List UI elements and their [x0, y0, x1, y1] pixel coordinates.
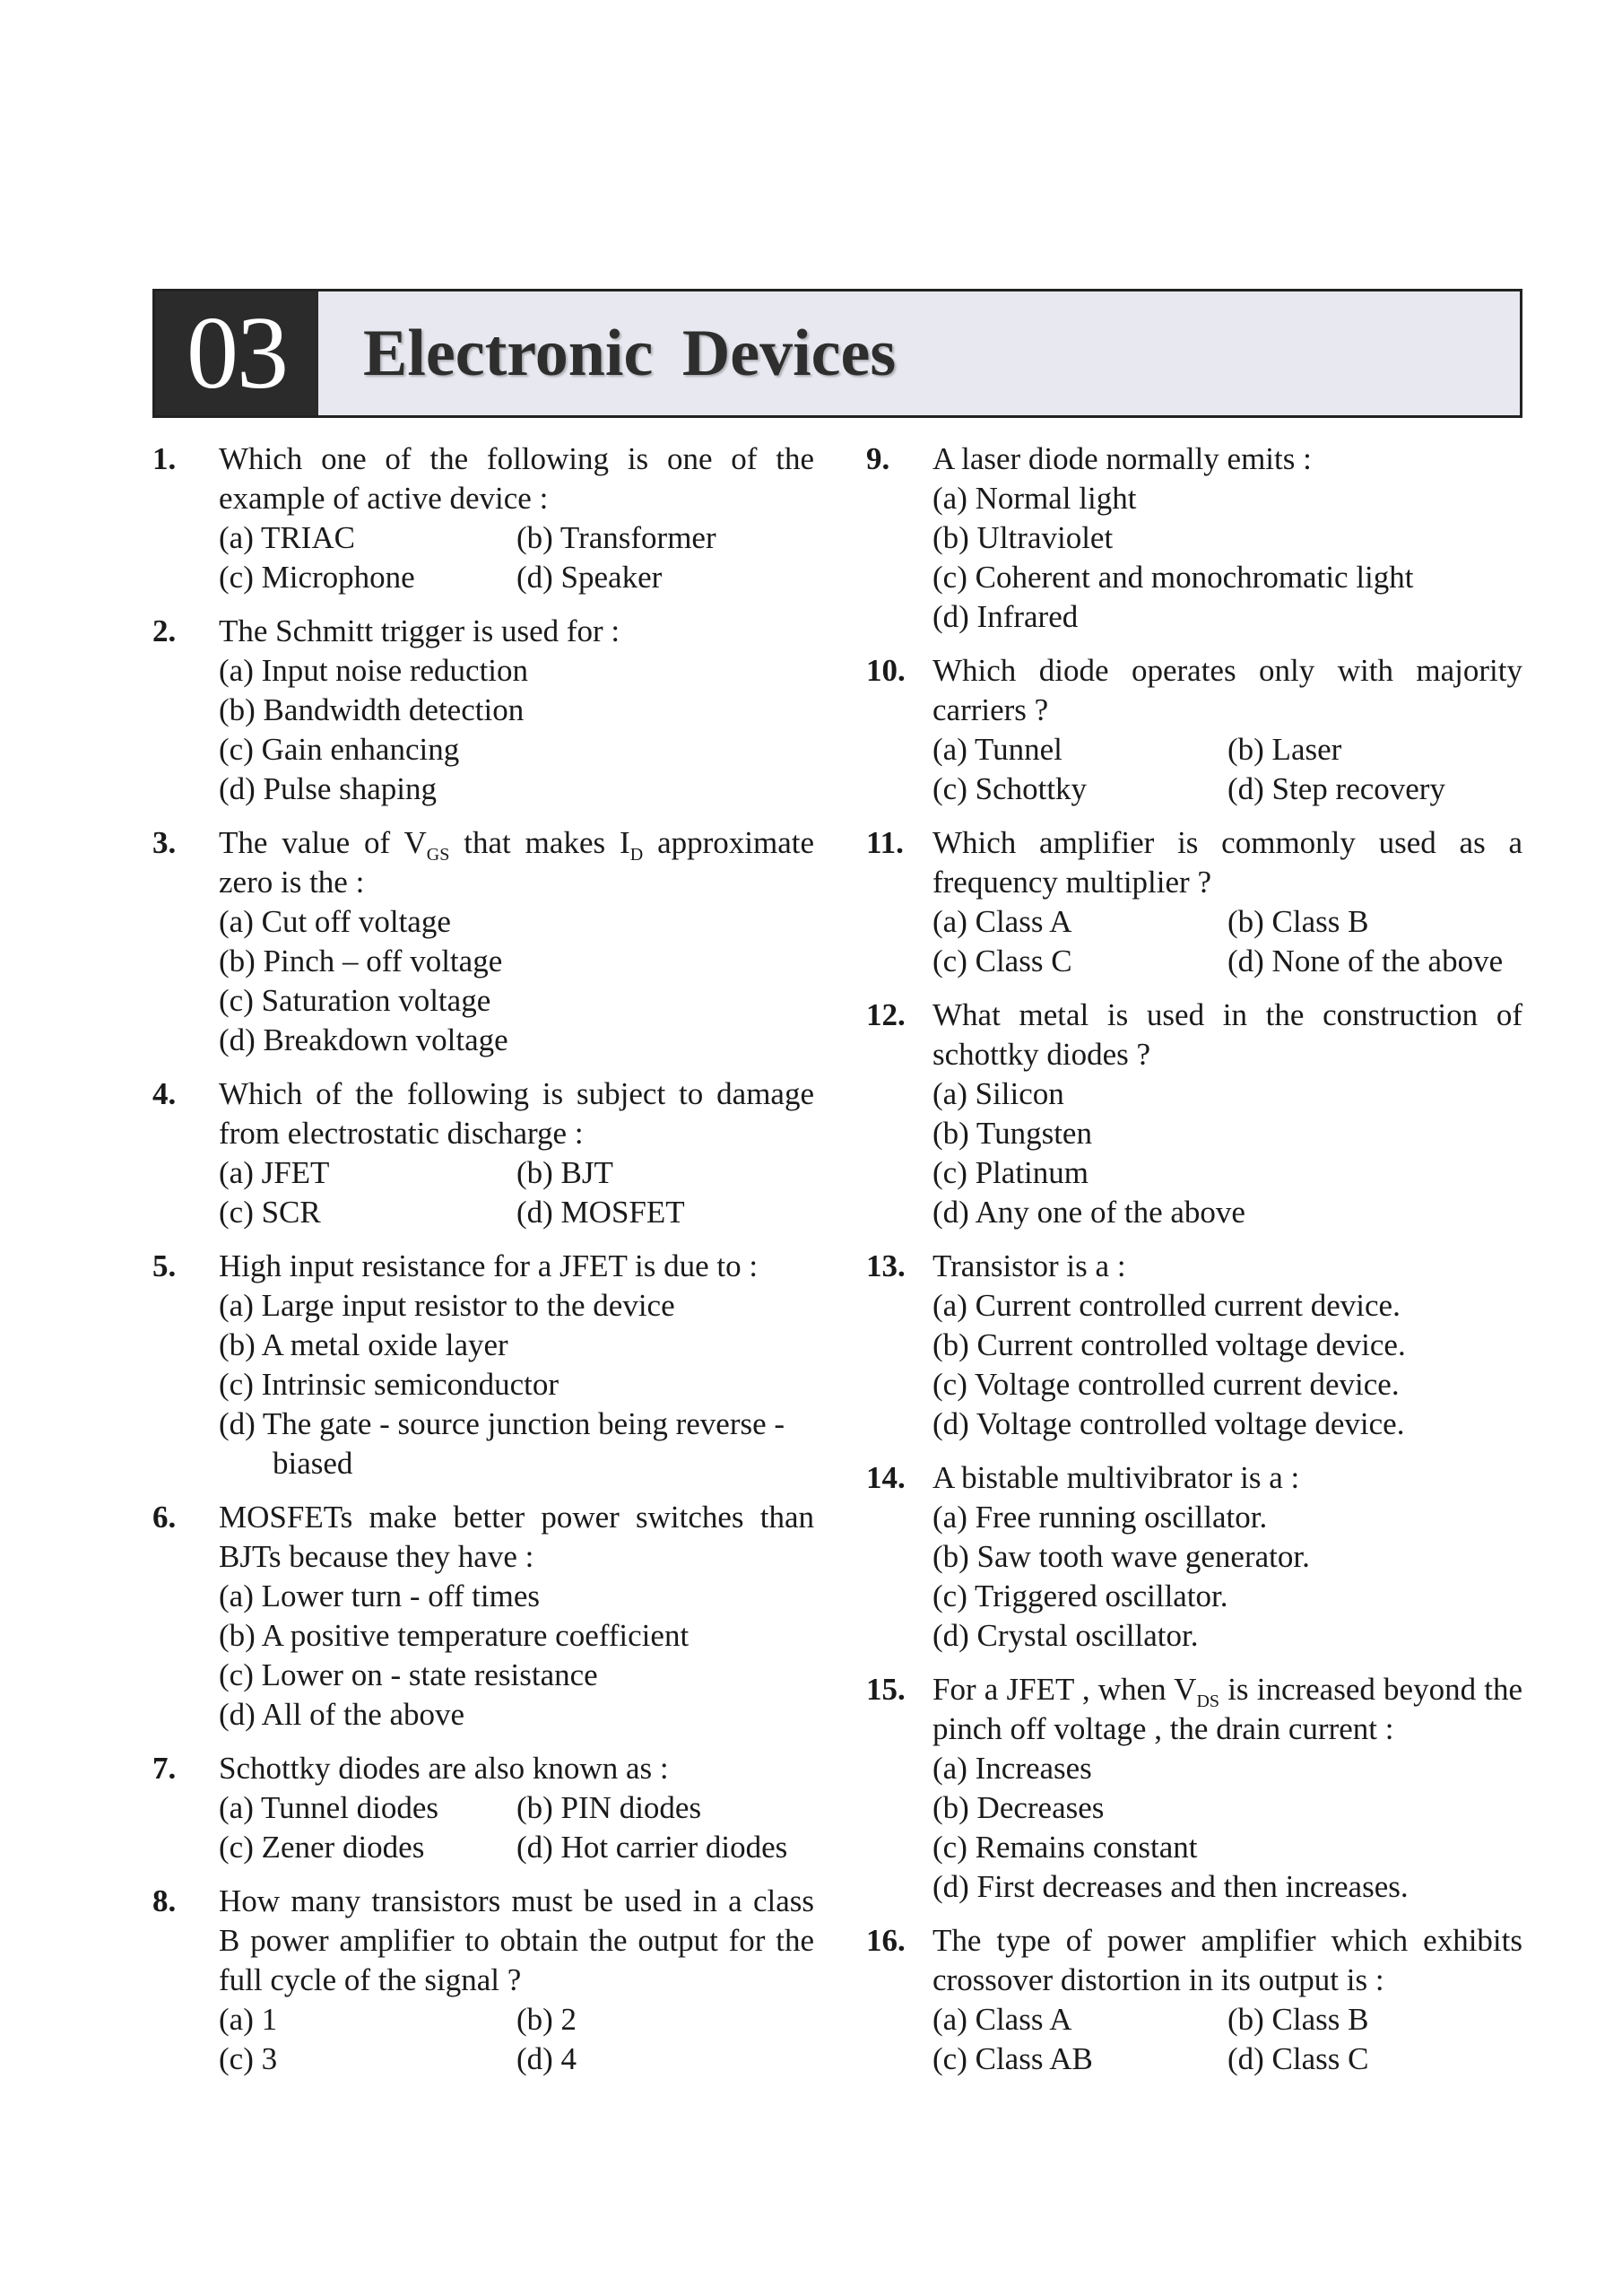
option-c: (c) Coherent and monochromatic light: [932, 560, 1414, 595]
option-a: (a) 1: [219, 2002, 278, 2037]
option-d: (d) Speaker: [516, 560, 663, 595]
question-text: Which one of the following is one of the example of active device :: [219, 441, 814, 516]
option-b: (b) Saw tooth wave generator.: [932, 1539, 1310, 1574]
options-list: [219, 902, 814, 1060]
question-11: [866, 823, 1522, 981]
left-column: [152, 439, 814, 2093]
option-b: (b) Ultraviolet: [932, 520, 1114, 555]
question-text: What metal is used in the construction of schottky diodes ?: [932, 997, 1522, 1072]
question-text: The Schmitt trigger is used for :: [219, 613, 620, 648]
options-grid: [932, 2000, 1522, 2079]
question-13: [866, 1247, 1522, 1444]
option-d: (d) 4: [516, 2041, 577, 2076]
question-number: 6.: [152, 1500, 177, 1535]
question-text: MOSFETs make better power switches than BJTs because they have :: [219, 1500, 814, 1574]
options-list: [932, 1498, 1522, 1656]
option-b: (b) Class B: [1227, 904, 1369, 939]
option-b: (b) 2: [516, 2002, 577, 2037]
option-b: (b) Laser: [1227, 732, 1342, 767]
option-c: (c) Remains constant: [932, 1830, 1198, 1865]
option-b: (b) Pinch – off voltage: [219, 944, 503, 978]
options-list: [932, 1074, 1522, 1232]
option-d: (d) Infrared: [932, 599, 1079, 634]
question-number: 13.: [866, 1248, 906, 1283]
question-text: Schottky diodes are also known as :: [219, 1751, 669, 1786]
right-column: [866, 439, 1522, 2093]
option-a: (a) Tunnel diodes: [219, 1790, 438, 1825]
question-number: 9.: [866, 441, 890, 476]
subscript-d: D: [629, 845, 644, 865]
question-text: The value of $V_{GS}$ that makes $I_D$ approximate zero is the :: [219, 825, 814, 900]
option-d: (d) Voltage controlled voltage device.: [932, 1406, 1405, 1441]
question-text: The type of power amplifier which exhibits crossover distortion in its output is :: [932, 1923, 1522, 1997]
option-d: (d) Pulse shaping: [219, 771, 438, 806]
option-b: (b) Decreases: [932, 1790, 1105, 1825]
question-number: 11.: [866, 825, 904, 860]
question-number: 10.: [866, 653, 906, 688]
option-a: (a) Class A: [932, 2002, 1072, 2037]
option-a: (a) Lower turn - off times: [219, 1578, 540, 1613]
option-d: (d) Step recovery: [1227, 771, 1445, 806]
question-number: 5.: [152, 1248, 177, 1283]
chapter-title: Electronic Devices: [363, 316, 897, 390]
options-grid: [219, 2000, 814, 2079]
option-c: (c) Class AB: [932, 2041, 1093, 2076]
options-list: [219, 1286, 814, 1483]
question-number: 14.: [866, 1460, 906, 1495]
question-number: 8.: [152, 1883, 177, 1918]
subscript-ds: DS: [1196, 1692, 1220, 1711]
options-list: [932, 479, 1522, 637]
question-4: [152, 1074, 814, 1232]
option-b: (b) PIN diodes: [516, 1790, 702, 1825]
question-7: [152, 1749, 814, 1867]
question-number: 4.: [152, 1076, 177, 1111]
question-5: [152, 1247, 814, 1483]
question-number: 15.: [866, 1672, 906, 1707]
option-b: (b) BJT: [516, 1155, 613, 1190]
option-b: (b) Tungsten: [932, 1116, 1092, 1151]
option-a: (a) Large input resistor to the device: [219, 1288, 675, 1323]
question-number: 12.: [866, 997, 906, 1032]
options-grid: [219, 1153, 814, 1232]
option-c: (c) Lower on - state resistance: [219, 1657, 598, 1692]
option-c: (c) 3: [219, 2041, 278, 2076]
question-text: How many transistors must be used in a class B power amplifier to obtain the output for the full cycle of the signal ?: [219, 1883, 814, 1997]
option-a: (a) Increases: [932, 1751, 1092, 1786]
option-c: (c) Intrinsic semiconductor: [219, 1367, 559, 1402]
question-number: 7.: [152, 1751, 177, 1786]
question-14: [866, 1458, 1522, 1656]
option-c: (c) Triggered oscillator.: [932, 1578, 1228, 1613]
options-grid: [932, 730, 1522, 809]
options-grid: [219, 518, 814, 597]
option-c: (c) Schottky: [932, 771, 1088, 806]
option-d: (d) The gate - source junction being reverse -: [219, 1406, 785, 1441]
option-d: (d) All of the above: [219, 1697, 465, 1732]
options-grid: [932, 902, 1522, 981]
option-b: (b) Bandwidth detection: [219, 692, 525, 727]
question-1: [152, 439, 814, 597]
question-number: 3.: [152, 825, 177, 860]
question-16: [866, 1921, 1522, 2079]
question-number: 2.: [152, 613, 177, 648]
question-6: [152, 1498, 814, 1735]
option-c: (c) Platinum: [932, 1155, 1089, 1190]
option-a: (a) JFET: [219, 1155, 330, 1190]
question-10: [866, 651, 1522, 809]
option-d: (d) None of the above: [1227, 944, 1504, 978]
question-9: [866, 439, 1522, 637]
question-text: Which of the following is subject to damage from electrostatic discharge :: [219, 1076, 814, 1151]
option-c: (c) Microphone: [219, 560, 415, 595]
question-text: A bistable multivibrator is a :: [932, 1460, 1300, 1495]
question-number: 1.: [152, 441, 177, 476]
option-c: (c) Gain enhancing: [219, 732, 460, 767]
option-a: (a) TRIAC: [219, 520, 355, 555]
option-a: (a) Normal light: [932, 481, 1137, 516]
question-12: [866, 996, 1522, 1232]
option-d: (d) Crystal oscillator.: [932, 1618, 1199, 1653]
question-text: Transistor is a :: [932, 1248, 1126, 1283]
question-8: [152, 1882, 814, 2079]
options-list: [219, 651, 814, 809]
option-b: (b) A positive temperature coefficient: [219, 1618, 690, 1653]
option-d: (d) First decreases and then increases.: [932, 1869, 1409, 1904]
subscript-gs: GS: [426, 845, 450, 865]
option-a: (a) Tunnel: [932, 732, 1063, 767]
question-text: Which amplifier is commonly used as a frequency multiplier ?: [932, 825, 1522, 900]
option-c: (c) Zener diodes: [219, 1830, 425, 1865]
option-b: (b) Current controlled voltage device.: [932, 1327, 1406, 1362]
option-c: (c) Saturation voltage: [219, 983, 491, 1018]
option-d: (d) Class C: [1227, 2041, 1369, 2076]
option-a: (a) Cut off voltage: [219, 904, 451, 939]
option-d-continuation: biased: [273, 1446, 353, 1481]
option-d: (d) Hot carrier diodes: [516, 1830, 788, 1865]
options-list: [219, 1577, 814, 1735]
option-b: (b) Transformer: [516, 520, 716, 555]
option-a: (a) Class A: [932, 904, 1072, 939]
option-b: (b) A metal oxide layer: [219, 1327, 508, 1362]
question-3: [152, 823, 814, 1060]
question-text: A laser diode normally emits :: [932, 441, 1312, 476]
option-a: (a) Free running oscillator.: [932, 1500, 1268, 1535]
question-text: Which diode operates only with majority carriers ?: [932, 653, 1522, 727]
option-a: (a) Current controlled current device.: [932, 1288, 1401, 1323]
option-a: (a) Input noise reduction: [219, 653, 529, 688]
option-c: (c) Voltage controlled current device.: [932, 1367, 1400, 1402]
question-2: [152, 612, 814, 809]
options-grid: [219, 1788, 814, 1867]
option-a: (a) Silicon: [932, 1076, 1064, 1111]
option-d: (d) Any one of the above: [932, 1195, 1245, 1230]
option-c: (c) SCR: [219, 1195, 321, 1230]
question-text: For a JFET , when $V_{DS}$ is increased beyond the pinch off voltage , the drain current :: [932, 1672, 1523, 1746]
option-d: (d) Breakdown voltage: [219, 1022, 508, 1057]
question-number: 16.: [866, 1923, 906, 1958]
options-list: [932, 1286, 1522, 1444]
question-15: [866, 1670, 1522, 1907]
chapter-number: 03: [155, 291, 318, 415]
chapter-banner: [152, 289, 1522, 418]
options-list: [932, 1749, 1522, 1907]
option-d: (d) MOSFET: [516, 1195, 685, 1230]
option-b: (b) Class B: [1227, 2002, 1369, 2037]
option-c: (c) Class C: [932, 944, 1072, 978]
question-text: High input resistance for a JFET is due to :: [219, 1248, 759, 1283]
